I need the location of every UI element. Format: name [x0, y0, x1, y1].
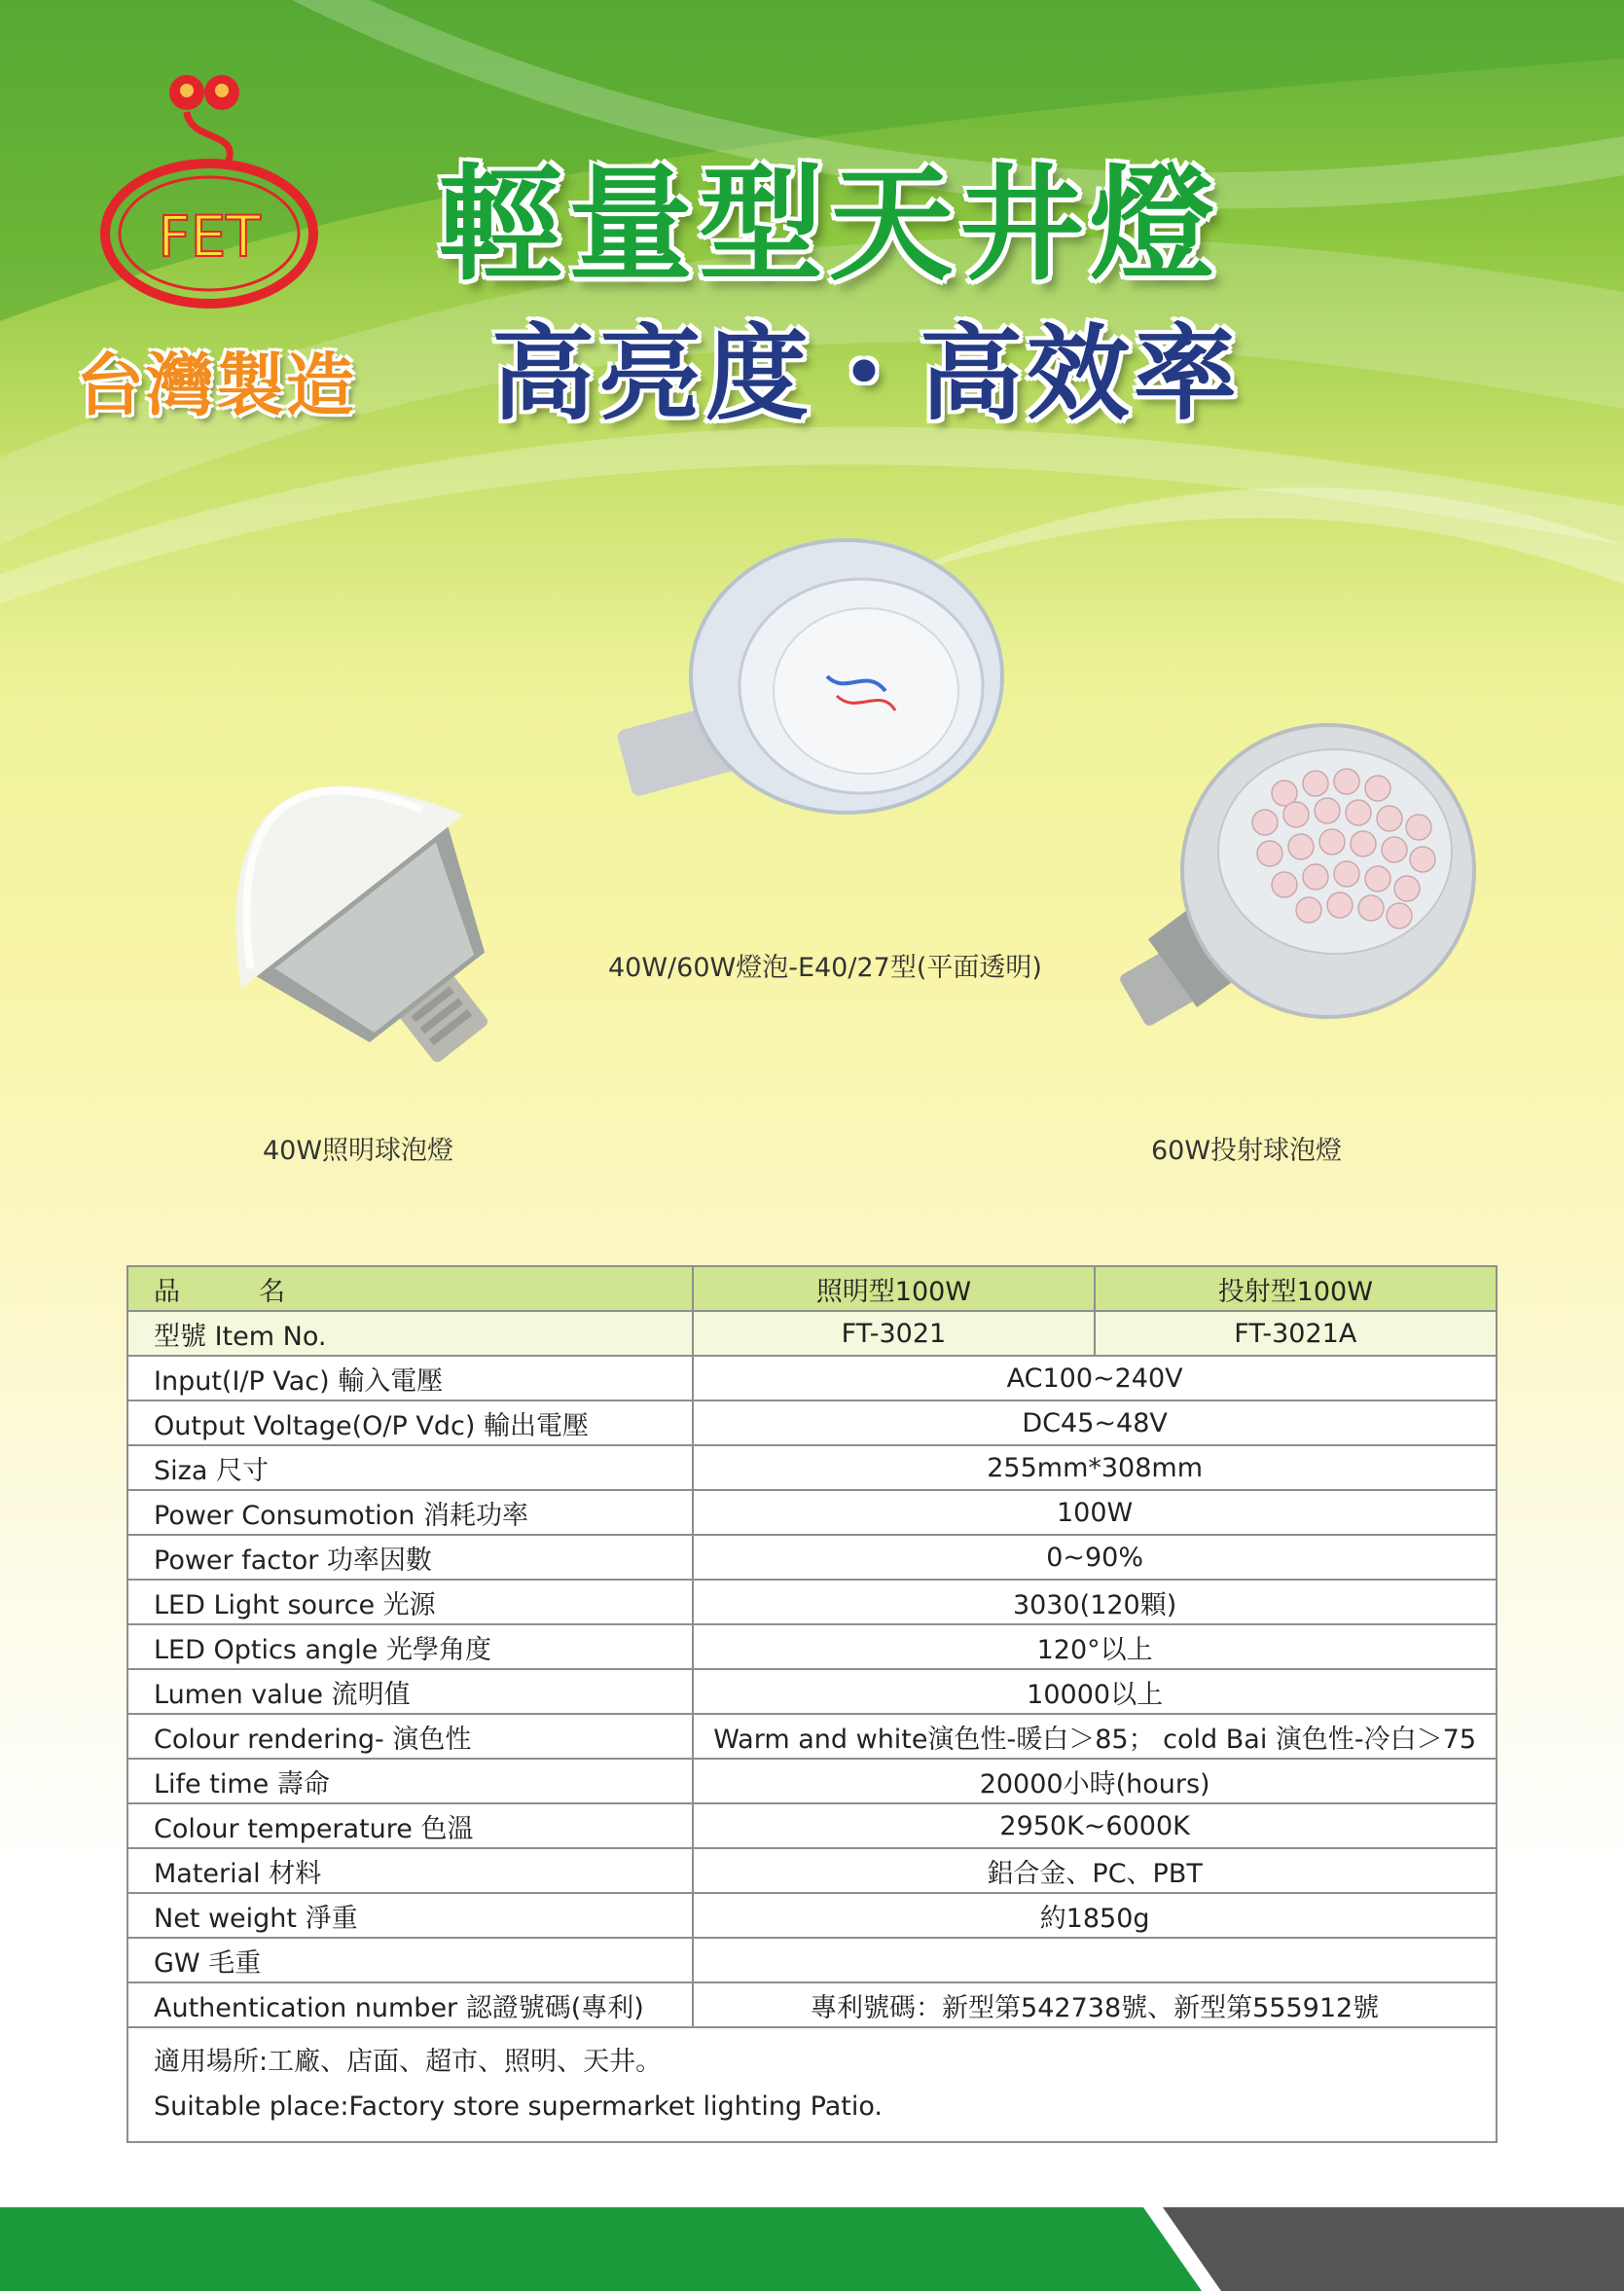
suitable-place-notes — [127, 2027, 1497, 2142]
row-label: Material 材料 — [127, 1848, 693, 1893]
model-col1: FT-3021 — [693, 1311, 1094, 1356]
row-value: 3030(120顆) — [693, 1580, 1497, 1624]
table-row — [127, 1714, 1497, 1759]
table-row — [127, 1669, 1497, 1714]
row-value: AC100~240V — [693, 1356, 1497, 1400]
row-label: LED Light source 光源 — [127, 1580, 693, 1624]
table-row — [127, 1803, 1497, 1848]
row-value: 鋁合金、PC、PBT — [693, 1848, 1497, 1893]
table-row-model — [127, 1311, 1497, 1356]
row-value: 20000小時(hours) — [693, 1759, 1497, 1803]
row-label: Input(I/P Vac) 輸入電壓 — [127, 1356, 693, 1400]
table-row — [127, 1400, 1497, 1445]
table-row — [127, 1938, 1497, 1982]
row-value: 0~90% — [693, 1535, 1497, 1580]
made-in-taiwan: 台灣製造 — [76, 345, 356, 425]
caption-60w-spot: 60W投射球泡燈 — [1151, 1136, 1343, 1166]
caption-40w-bulb: 40W照明球泡燈 — [263, 1136, 454, 1166]
row-value: 255mm*308mm — [693, 1445, 1497, 1490]
row-value — [693, 1938, 1497, 1982]
row-label: Authentication number 認證號碼(專利) — [127, 1982, 693, 2027]
row-label: LED Optics angle 光學角度 — [127, 1624, 693, 1669]
table-row — [127, 1982, 1497, 2027]
row-value: 2950K~6000K — [693, 1803, 1497, 1848]
table-header-row — [127, 1266, 1497, 1311]
row-value: 120°以上 — [693, 1624, 1497, 1669]
table-row — [127, 1356, 1497, 1400]
table-row — [127, 1580, 1497, 1624]
table-row — [127, 1759, 1497, 1803]
bulb-clear-image — [603, 521, 1012, 881]
row-value: DC45~48V — [693, 1400, 1497, 1445]
table-row — [127, 1893, 1497, 1938]
footer-band — [0, 2207, 1624, 2291]
row-label: Lumen value 流明值 — [127, 1669, 693, 1714]
table-row — [127, 1624, 1497, 1669]
row-value: Warm and white演色性-暖白＞85； cold Bai 演色性-冷白＞75 — [693, 1714, 1497, 1759]
header-col2: 投射型100W — [1095, 1266, 1497, 1311]
table-row — [127, 1535, 1497, 1580]
row-label: Life time 壽命 — [127, 1759, 693, 1803]
header-col1: 照明型100W — [693, 1266, 1094, 1311]
row-label: Output Voltage(O/P Vdc) 輸出電壓 — [127, 1400, 693, 1445]
header-label: 品 名 — [127, 1266, 693, 1311]
row-value: 專利號碼：新型第542738號、新型第555912號 — [693, 1982, 1497, 2027]
row-value: 10000以上 — [693, 1669, 1497, 1714]
caption-clear-bulb: 40W/60W燈泡-E40/27型(平面透明) — [608, 953, 1042, 983]
row-label: Colour rendering- 演色性 — [127, 1714, 693, 1759]
notes-line-en: Suitable place:Factory store supermarket lighting Patio. — [154, 2091, 883, 2122]
spec-table — [126, 1265, 1498, 2143]
page-subtitle: 高亮度・高效率 — [491, 314, 1241, 434]
table-row — [127, 1848, 1497, 1893]
table-row — [127, 1490, 1497, 1535]
page-title: 輕量型天井燈 — [438, 153, 1221, 298]
table-notes-row — [127, 2027, 1497, 2142]
notes-line-zh: 適用場所:工廠、店面、超市、照明、天井。 — [154, 2047, 663, 2077]
bulb-60w-spot-image — [1109, 706, 1479, 1056]
logo-text: FET — [158, 203, 261, 270]
row-label: Siza 尺寸 — [127, 1445, 693, 1490]
model-label: 型號 Item No. — [127, 1311, 693, 1356]
row-value: 100W — [693, 1490, 1497, 1535]
row-label: Net weight 淨重 — [127, 1893, 693, 1938]
row-value: 約1850g — [693, 1893, 1497, 1938]
table-row — [127, 1445, 1497, 1490]
row-label: GW 毛重 — [127, 1938, 693, 1982]
row-label: Colour temperature 色溫 — [127, 1803, 693, 1848]
model-col2: FT-3021A — [1095, 1311, 1497, 1356]
bulb-40w-image — [175, 715, 564, 1085]
row-label: Power Consumotion 消耗功率 — [127, 1490, 693, 1535]
row-label: Power factor 功率因數 — [127, 1535, 693, 1580]
